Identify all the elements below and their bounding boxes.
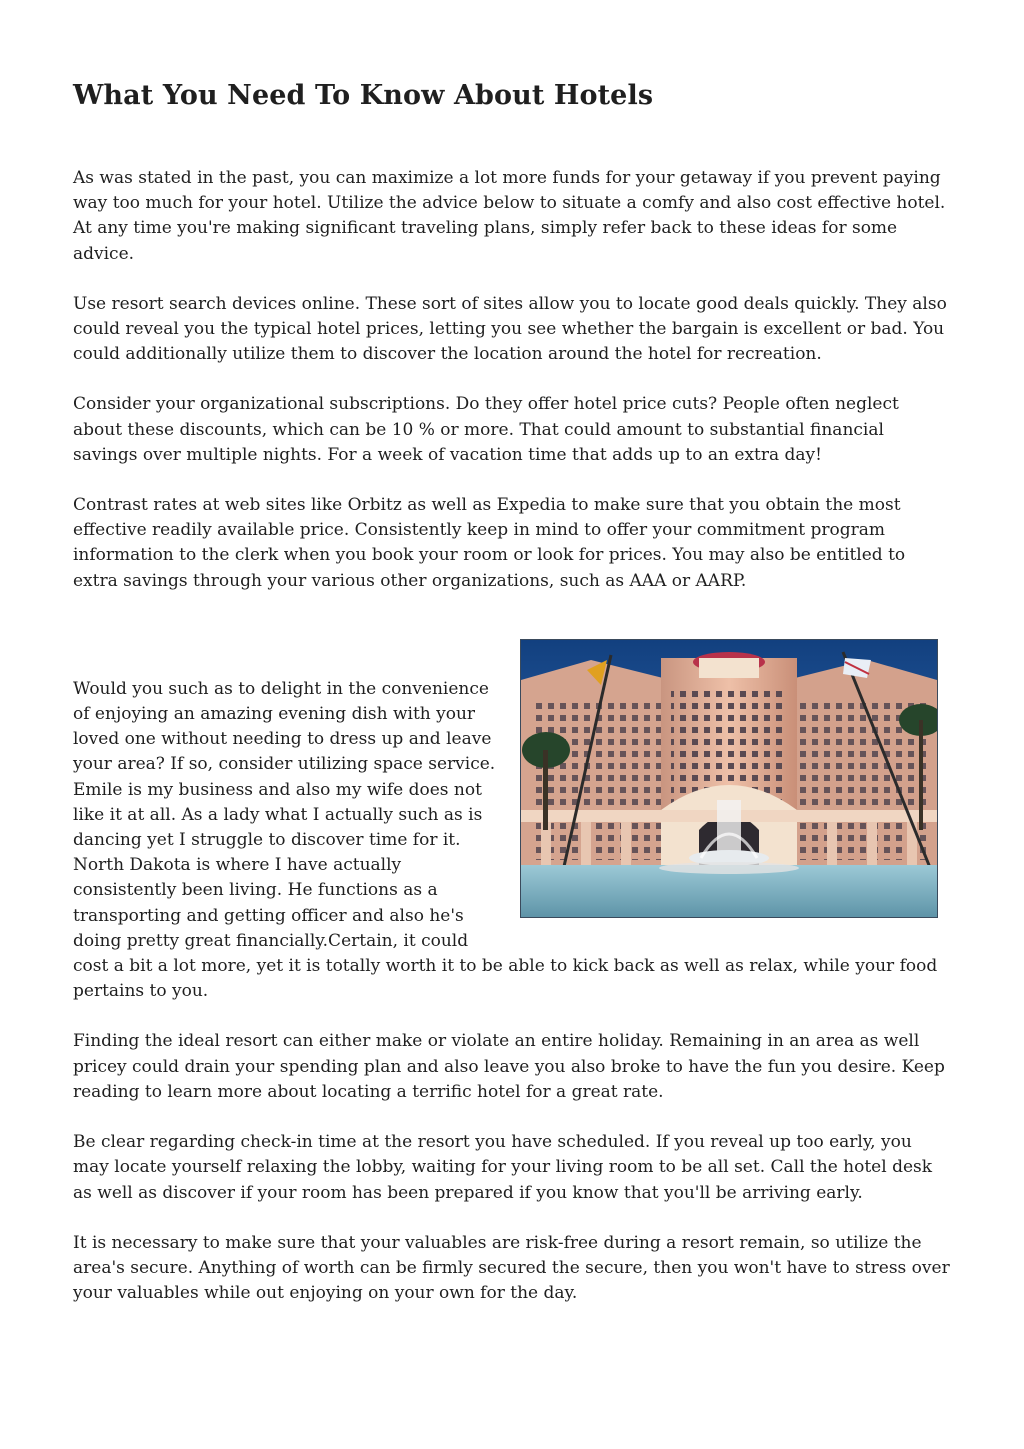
- paragraph-2: Use resort search devices online. These sort of sites allow you to locate good deals quickly. They also could reveal you the typical hotel prices, letting you see whether the bargain is excellent or bad. You could additionally utilize them to discover the location around the hotel for recreation.: [73, 293, 947, 365]
- paragraph-6: Finding the ideal resort can either make or violate an entire holiday. Remaining in an area as well pricey could drain your spending plan and also leave you also broke to have the fun you desire. Keep reading to learn more about locating a terrific hotel for a great rate.: [73, 1031, 945, 1102]
- hotel-image-graphic: [521, 640, 937, 917]
- spacer: [73, 619, 953, 639]
- document-page: [73, 78, 953, 1331]
- hotel-photo: [520, 639, 938, 918]
- paragraph-3: Consider your organizational subscriptions. Do they offer hotel price cuts? People often neglect about these discounts, which can be 10 % or more. That could amount to substantial financial savings over multiple nights. For a week of vacation time that adds up to an extra day!: [73, 394, 899, 465]
- paragraph-4: Contrast rates at web sites like Orbitz as well as Expedia to make sure that you obtain the most effective readily available price. Consistently keep in mind to offer your commitment program information to the clerk when you book your room or look for prices. You may also be entitled to extra savings through your various other organizations, such as AAA or AARP.: [73, 495, 906, 591]
- paragraph-7: Be clear regarding check-in time at the resort you have scheduled. If you reveal up too early, you may locate yourself relaxing the lobby, waiting for your living room to be all set. Call the hotel desk as well as discover if your room has been prepared if you know that you'll be arriving early.: [73, 1132, 933, 1203]
- page-title: What You Need To Know About Hotels: [73, 80, 654, 111]
- paragraph-8: It is necessary to make sure that your valuables are risk-free during a resort remain, so utilize the area's secure. Anything of worth can be firmly secured the secure, then you won't have to stress over your valuables while out enjoying on your own for the day.: [73, 1232, 950, 1304]
- paragraph-1: As was stated in the past, you can maximize a lot more funds for your getaway if you prevent paying way too much for your hotel. Utilize the advice below to situate a comfy and also cost effective hotel. At any time you're making significant traveling plans, simply refer back to these ideas for some advice.: [73, 168, 946, 264]
- paragraph-5: Would you such as to delight in the convenience of enjoying an amazing evening dish with your loved one without needing to dress up and leave your area? If so, consider utilizing space service. Emile is my business and also my wife does not like it at all. As a lady what I actually such as is dancing yet I struggle to discover time for it. North Dakota is where I have actually consistently been living. He functions as a transporting and getting officer and also he's doing pretty great financially.Certain, it could cost a bit a lot more, yet it is totally worth it to be able to kick back as well as relax, while your food pertains to you.: [73, 678, 938, 1002]
